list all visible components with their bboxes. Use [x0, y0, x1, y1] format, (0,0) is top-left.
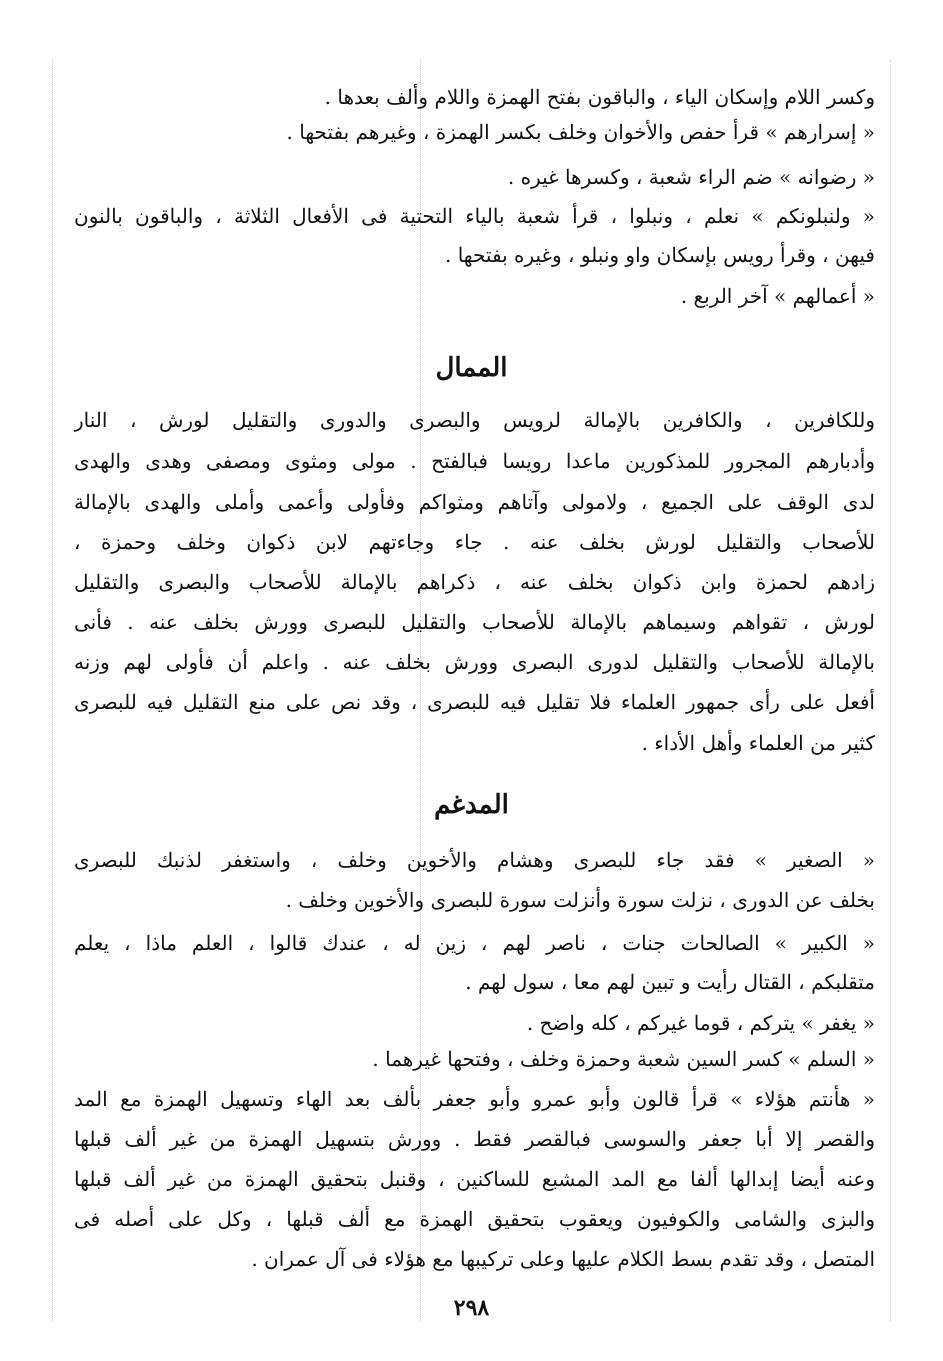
- text-line: والبزى والشامى والكوفيون ويعقوب بتحقيق الهمزة مع ألف قبلها ، وكل على أصله فى: [74, 1207, 875, 1231]
- text-line: « إسرارهم » قرأ حفص والأخوان وخلف بكسر الهمزة ، وغيرهم بفتحها .: [286, 120, 875, 144]
- text-line: كثير من العلماء وأهل الأداء .: [641, 731, 875, 755]
- text-line: والقصر إلا أبا جعفر والسوسى فبالقصر فقط . وورش بتسهيل الهمزة من غير ألف قبلها: [74, 1127, 875, 1151]
- text-line: « الصغير » فقد جاء للبصرى وهشام والأخوين وخلف ، واستغفر لذنبك للبصرى: [74, 848, 875, 872]
- text-line: متقلبكم ، القتال رأيت و تبين لهم معا ، سول لهم .: [465, 970, 875, 994]
- text-line: وكسر اللام وإسكان الياء ، والباقون بفتح الهمزة واللام وألف بعدها .: [324, 85, 875, 109]
- text-line: « يغفر » يتركم ، قوما غيركم ، كله واضح .: [526, 1011, 875, 1035]
- scan-dotted-rule-right: [890, 60, 891, 1321]
- text-line: زادهم لحمزة وابن ذكوان بخلف عنه ، ذكراهم بالإمالة للأصحاب والبصرى والتقليل: [74, 570, 875, 594]
- text-line: لدى الوقف على الجميع ، ولامولى وآتاهم ومثواكم وفأولى وأعمى وأملى والهدى بالإمالة: [74, 490, 875, 514]
- text-line: « الكبير » الصالحات جنات ، ناصر لهم ، زين له ، عندك قالوا ، العلم ماذا ، يعلم: [74, 931, 875, 955]
- text-line: وعنه أيضا إبدالها ألفا مع المد المشبع للساكنين ، وقنبل بتحقيق الهمزة من غير ألف قبلها: [74, 1167, 875, 1191]
- text-line: « أعمالهم » آخر الربع .: [680, 284, 875, 308]
- text-line: للأصحاب والتقليل لورش بخلف عنه . جاء وجاءتهم لابن ذكوان وخلف وحمزة ،: [74, 530, 875, 554]
- text-line: فيهن ، وقرأ رويس بإسكان واو ونبلو ، وغيره بفتحها .: [444, 243, 875, 267]
- text-line: وأدبارهم المجرور للمذكورين ماعدا رويسا فبالفتح . مولى ومثوى ومصفى وهدى والهدى: [74, 449, 875, 473]
- page-number: ٢٩٨: [453, 1295, 490, 1321]
- text-line: بخلف عن الدورى ، نزلت سورة وأنزلت سورة للبصرى والأخوين وخلف .: [285, 888, 875, 912]
- section-heading-mumal: الممال: [435, 353, 508, 383]
- section-heading-mudgham: المدغم: [434, 790, 509, 820]
- text-line: « السلم » كسر السين شعبة وحمزة وخلف ، وفتحها غيرهما .: [372, 1047, 875, 1071]
- text-line: « ولنبلونكم » نعلم ، ونبلوا ، قرأ شعبة بالياء التحتية فى الأفعال الثلاثة ، والباقون بالنون: [74, 204, 875, 228]
- scan-dotted-rule-left: [52, 60, 53, 1321]
- text-line: وللكافرين ، والكافرين بالإمالة لرويس والبصرى والدورى والتقليل لورش ، النار: [74, 408, 875, 432]
- text-line: المتصل ، وقد تقدم بسط الكلام عليها وعلى تركيبها مع هؤلاء فى آل عمران .: [251, 1247, 875, 1271]
- text-line: « هأنتم هؤلاء » قرأ قالون وأبو عمرو وأبو جعفر بألف بعد الهاء وتسهيل الهمزة مع المد: [74, 1087, 875, 1111]
- text-line: بالإمالة للأصحاب والتقليل لدورى البصرى وورش بخلف عنه . واعلم أن فأولى لهم وزنه: [74, 650, 875, 674]
- text-line: لورش ، تقواهم وسيماهم بالإمالة للأصحاب والتقليل للبصرى وورش بخلف عنه . فأنى: [74, 610, 875, 634]
- text-line: « رضوانه » ضم الراء شعبة ، وكسرها غيره .: [507, 165, 875, 189]
- text-line: أفعل على رأى جمهور العلماء فلا تقليل فيه للبصرى ، وقد نص على منع التقليل فيه للبصرى: [74, 690, 875, 714]
